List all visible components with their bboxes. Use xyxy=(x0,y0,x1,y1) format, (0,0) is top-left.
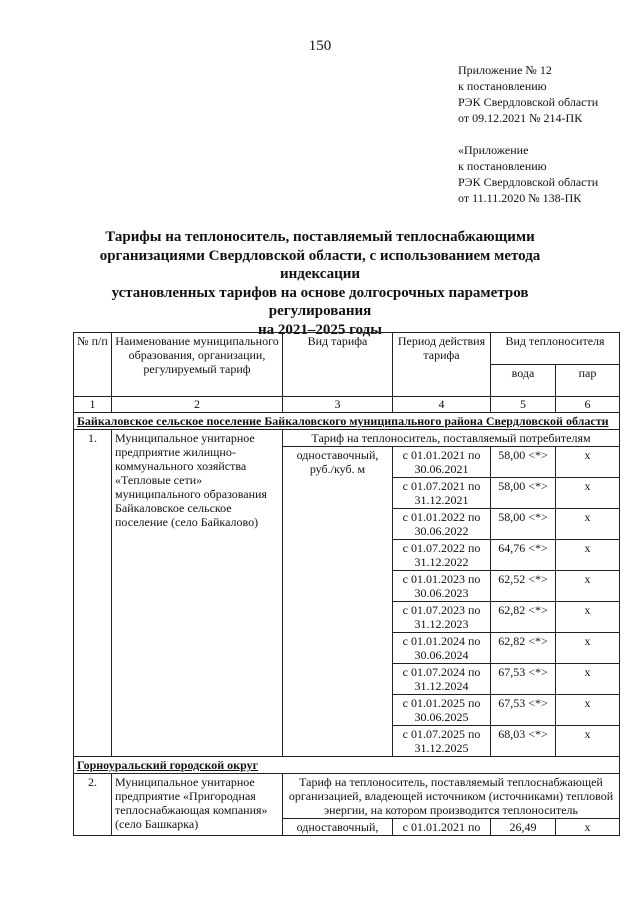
tariff-water-value: 62,52 <*> xyxy=(491,571,556,602)
organization-name: Муниципальное унитарное предприятие «Пригородная теплоснабжающая компания» (село Башкарка) xyxy=(112,774,283,836)
tariff-water-value: 58,00 <*> xyxy=(491,478,556,509)
organization-name: Муниципальное унитарное предприятие жилищно-коммунального хозяйства «Тепловые сети» муниципального образования Байкаловское сельское поселение (село Байкалово) xyxy=(112,430,283,757)
col-number: 1 xyxy=(74,397,112,413)
header-period: Период действия тарифа xyxy=(393,333,491,397)
tariff-water-value: 64,76 <*> xyxy=(491,540,556,571)
title-line: Тарифы на теплоноситель, поставляемый теплоснабжающими xyxy=(105,229,535,245)
tariff-water-value: 67,53 <*> xyxy=(491,664,556,695)
tariff-water-value: 26,49 xyxy=(491,819,556,836)
appendix-line: от 09.12.2021 № 214-ПК xyxy=(458,111,583,125)
appendix-line: от 11.11.2020 № 138-ПК xyxy=(458,191,582,205)
appendix-line: к постановлению xyxy=(458,79,547,93)
col-number: 6 xyxy=(556,397,620,413)
tariff-steam-value: x xyxy=(556,571,620,602)
document-title xyxy=(70,228,570,339)
tariff-steam-value: x xyxy=(556,726,620,757)
header-water: вода xyxy=(491,365,556,397)
tariff-period: с 01.01.2024 по 30.06.2024 xyxy=(393,633,491,664)
tariff-steam-value: x xyxy=(556,695,620,726)
tariff-table xyxy=(73,332,620,836)
tariff-steam-value: x xyxy=(556,633,620,664)
appendix-line: «Приложение xyxy=(458,143,529,157)
appendix-line: к постановлению xyxy=(458,159,547,173)
page-number: 150 xyxy=(308,38,332,54)
tariff-steam-value: x xyxy=(556,540,620,571)
header-org: Наименование муниципального образования, организации, регулируемый тариф xyxy=(112,333,283,397)
tariff-water-value: 67,53 <*> xyxy=(491,695,556,726)
row-number: 2. xyxy=(74,774,112,836)
title-line: на 2021–2025 годы xyxy=(258,321,382,338)
col-number: 2 xyxy=(112,397,283,413)
tariff-steam-value: x xyxy=(556,602,620,633)
tariff-steam-value: x xyxy=(556,509,620,540)
section-title: Горноуральский городской округ xyxy=(74,757,620,774)
tariff-steam-value: x xyxy=(556,447,620,478)
tariff-type: одноставочный, руб./куб. м xyxy=(283,447,393,757)
header-tariff-type: Вид тарифа xyxy=(283,333,393,397)
title-line: установленных тарифов на основе долгосрочных параметров регулирования xyxy=(111,284,529,319)
tariff-water-value: 58,00 <*> xyxy=(491,509,556,540)
appendix-line: Приложение № 12 xyxy=(458,63,552,77)
org-row xyxy=(74,774,620,819)
header-num: № п/п xyxy=(74,333,112,397)
tariff-period: с 01.07.2021 по 31.12.2021 xyxy=(393,478,491,509)
tariff-period: с 01.07.2022 по 31.12.2022 xyxy=(393,540,491,571)
tariff-steam-value: x xyxy=(556,819,620,836)
header-steam: пар xyxy=(556,365,620,397)
tariff-period: с 01.07.2023 по 31.12.2023 xyxy=(393,602,491,633)
tariff-subheader: Тариф на теплоноситель, поставляемый потребителям xyxy=(283,430,620,447)
tariff-subheader: Тариф на теплоноситель, поставляемый теплоснабжающей организацией, владеющей источником (источниками) тепловой энергии, на котором производится теплоноситель xyxy=(283,774,620,819)
title-line: организациями Свердловской области, с использованием метода индексации xyxy=(99,247,541,282)
tariff-period: с 01.07.2025 по 31.12.2025 xyxy=(393,726,491,757)
tariff-period: с 01.01.2022 по 30.06.2022 xyxy=(393,509,491,540)
tariff-period: с 01.01.2021 по 30.06.2021 xyxy=(393,447,491,478)
section-row xyxy=(74,757,620,774)
tariff-water-value: 58,00 <*> xyxy=(491,447,556,478)
section-row xyxy=(74,413,620,430)
tariff-period: с 01.07.2024 по 31.12.2024 xyxy=(393,664,491,695)
header-coolant: Вид теплоносителя xyxy=(491,333,620,365)
appendix-line: РЭК Свердловской области xyxy=(458,175,599,189)
tariff-water-value: 62,82 <*> xyxy=(491,633,556,664)
tariff-type: одноставочный, xyxy=(283,819,393,836)
tariff-steam-value: x xyxy=(556,664,620,695)
org-row xyxy=(74,430,620,447)
tariff-period: с 01.01.2025 по 30.06.2025 xyxy=(393,695,491,726)
tariff-water-value: 62,82 <*> xyxy=(491,602,556,633)
col-number: 4 xyxy=(393,397,491,413)
col-number: 5 xyxy=(491,397,556,413)
tariff-period: с 01.01.2023 по 30.06.2023 xyxy=(393,571,491,602)
tariff-steam-value: x xyxy=(556,478,620,509)
row-number: 1. xyxy=(74,430,112,757)
section-title: Байкаловское сельское поселение Байкаловского муниципального района Свердловской области xyxy=(74,413,620,430)
tariff-period: с 01.01.2021 по xyxy=(393,819,491,836)
appendix-block xyxy=(458,62,598,206)
col-number: 3 xyxy=(283,397,393,413)
tariff-water-value: 68,03 <*> xyxy=(491,726,556,757)
appendix-line: РЭК Свердловской области xyxy=(458,95,599,109)
